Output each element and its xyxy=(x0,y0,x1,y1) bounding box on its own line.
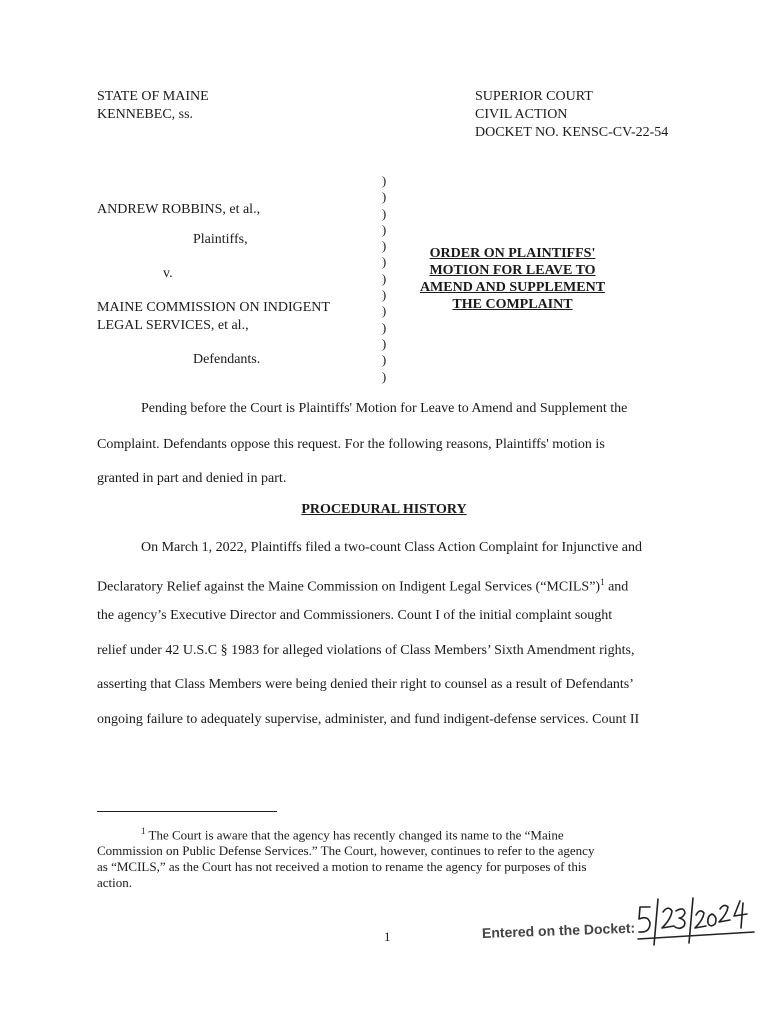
intro-line-3: granted in part and denied in part. xyxy=(97,471,287,486)
caption-paren: ) xyxy=(381,303,387,319)
section-heading-procedural-history: PROCEDURAL HISTORY xyxy=(301,502,467,517)
defendant-line-2: LEGAL SERVICES, et al., xyxy=(97,318,249,333)
intro-line-1: Pending before the Court is Plaintiffs' Motion for Leave to Amend and Supplement the xyxy=(141,401,628,416)
plaintiffs-label: Plaintiffs, xyxy=(193,232,248,247)
caption-paren: ) xyxy=(381,189,387,205)
plaintiff-name: ANDREW ROBBINS, et al., xyxy=(97,202,261,217)
caption-paren: ) xyxy=(381,335,387,351)
order-title xyxy=(405,245,620,313)
history-line-1: On March 1, 2022, Plaintiffs filed a two-count Class Action Complaint for Injunctive and xyxy=(141,540,642,555)
page-number: 1 xyxy=(384,929,391,944)
caption-paren: ) xyxy=(381,205,387,221)
footnote-line-3: as “MCILS,” as the Court has not received a motion to rename the agency for purposes of this xyxy=(97,859,587,875)
history-line-2-text: Declaratory Relief against the Maine Commission on Indigent Legal Services (“MCILS”) xyxy=(97,579,601,595)
history-line-2-tail: and xyxy=(604,579,629,595)
caption-paren: ) xyxy=(381,368,387,384)
footnote-line-1 xyxy=(97,823,687,843)
footnote xyxy=(97,823,687,891)
docket-number: DOCKET NO. KENSC-CV-22-54 xyxy=(475,125,669,140)
state-line: STATE OF MAINE xyxy=(97,89,209,104)
caption-paren: ) xyxy=(381,221,387,237)
defendants-label: Defendants. xyxy=(193,352,261,367)
caption-paren: ) xyxy=(381,238,387,254)
versus-label: v. xyxy=(163,266,173,281)
handwritten-date-icon xyxy=(636,895,756,950)
history-line-3: the agency’s Executive Director and Commissioners. Count I of the initial complaint sought xyxy=(97,608,613,623)
court-name: SUPERIOR COURT xyxy=(475,89,593,104)
footnote-marker: 1 xyxy=(141,826,146,836)
order-title-line: MOTION FOR LEAVE TO xyxy=(429,263,596,278)
docket-stamp-label: Entered on the Docket: xyxy=(481,919,636,941)
caption-paren: ) xyxy=(381,287,387,303)
footnote-line-1-text: The Court is aware that the agency has recently changed its name to the “Maine xyxy=(145,827,564,843)
caption-paren: ) xyxy=(381,173,387,188)
caption-paren: ) xyxy=(381,270,387,286)
footnote-line-4: action. xyxy=(97,875,133,891)
history-line-2 xyxy=(97,573,687,597)
history-line-4: relief under 42 U.S.C § 1983 for alleged violations of Class Members’ Sixth Amendment rights, xyxy=(97,643,635,658)
footnote-line-2: Commission on Public Defense Services.” The Court, however, continues to refer to the agency xyxy=(97,843,595,859)
county-line: KENNEBEC, ss. xyxy=(97,107,194,122)
history-line-5: asserting that Class Members were being denied their right to counsel as a result of Defendants’ xyxy=(97,677,634,692)
footnote-reference: 1 xyxy=(600,577,605,587)
caption-paren: ) xyxy=(381,319,387,335)
caption-paren: ) xyxy=(381,352,387,368)
intro-line-2: Complaint. Defendants oppose this request. For the following reasons, Plaintiffs' motion is xyxy=(97,437,605,452)
order-title-line: AMEND AND SUPPLEMENT xyxy=(419,280,606,295)
order-title-line: ORDER ON PLAINTIFFS' xyxy=(429,246,596,261)
action-type: CIVIL ACTION xyxy=(475,107,568,122)
caption-paren: ) xyxy=(381,254,387,270)
caption-parenthesis-column xyxy=(378,173,390,385)
history-line-6: ongoing failure to adequately supervise, administer, and fund indigent-defense services. Count II xyxy=(97,712,640,727)
handwritten-docket-date xyxy=(636,895,756,950)
defendant-line-1: MAINE COMMISSION ON INDIGENT xyxy=(97,300,330,315)
order-title-line: THE COMPLAINT xyxy=(452,297,573,312)
court-state-heading xyxy=(97,88,209,124)
footnote-divider xyxy=(97,811,277,812)
defendant-name xyxy=(97,299,330,335)
court-docket-heading xyxy=(475,88,668,142)
